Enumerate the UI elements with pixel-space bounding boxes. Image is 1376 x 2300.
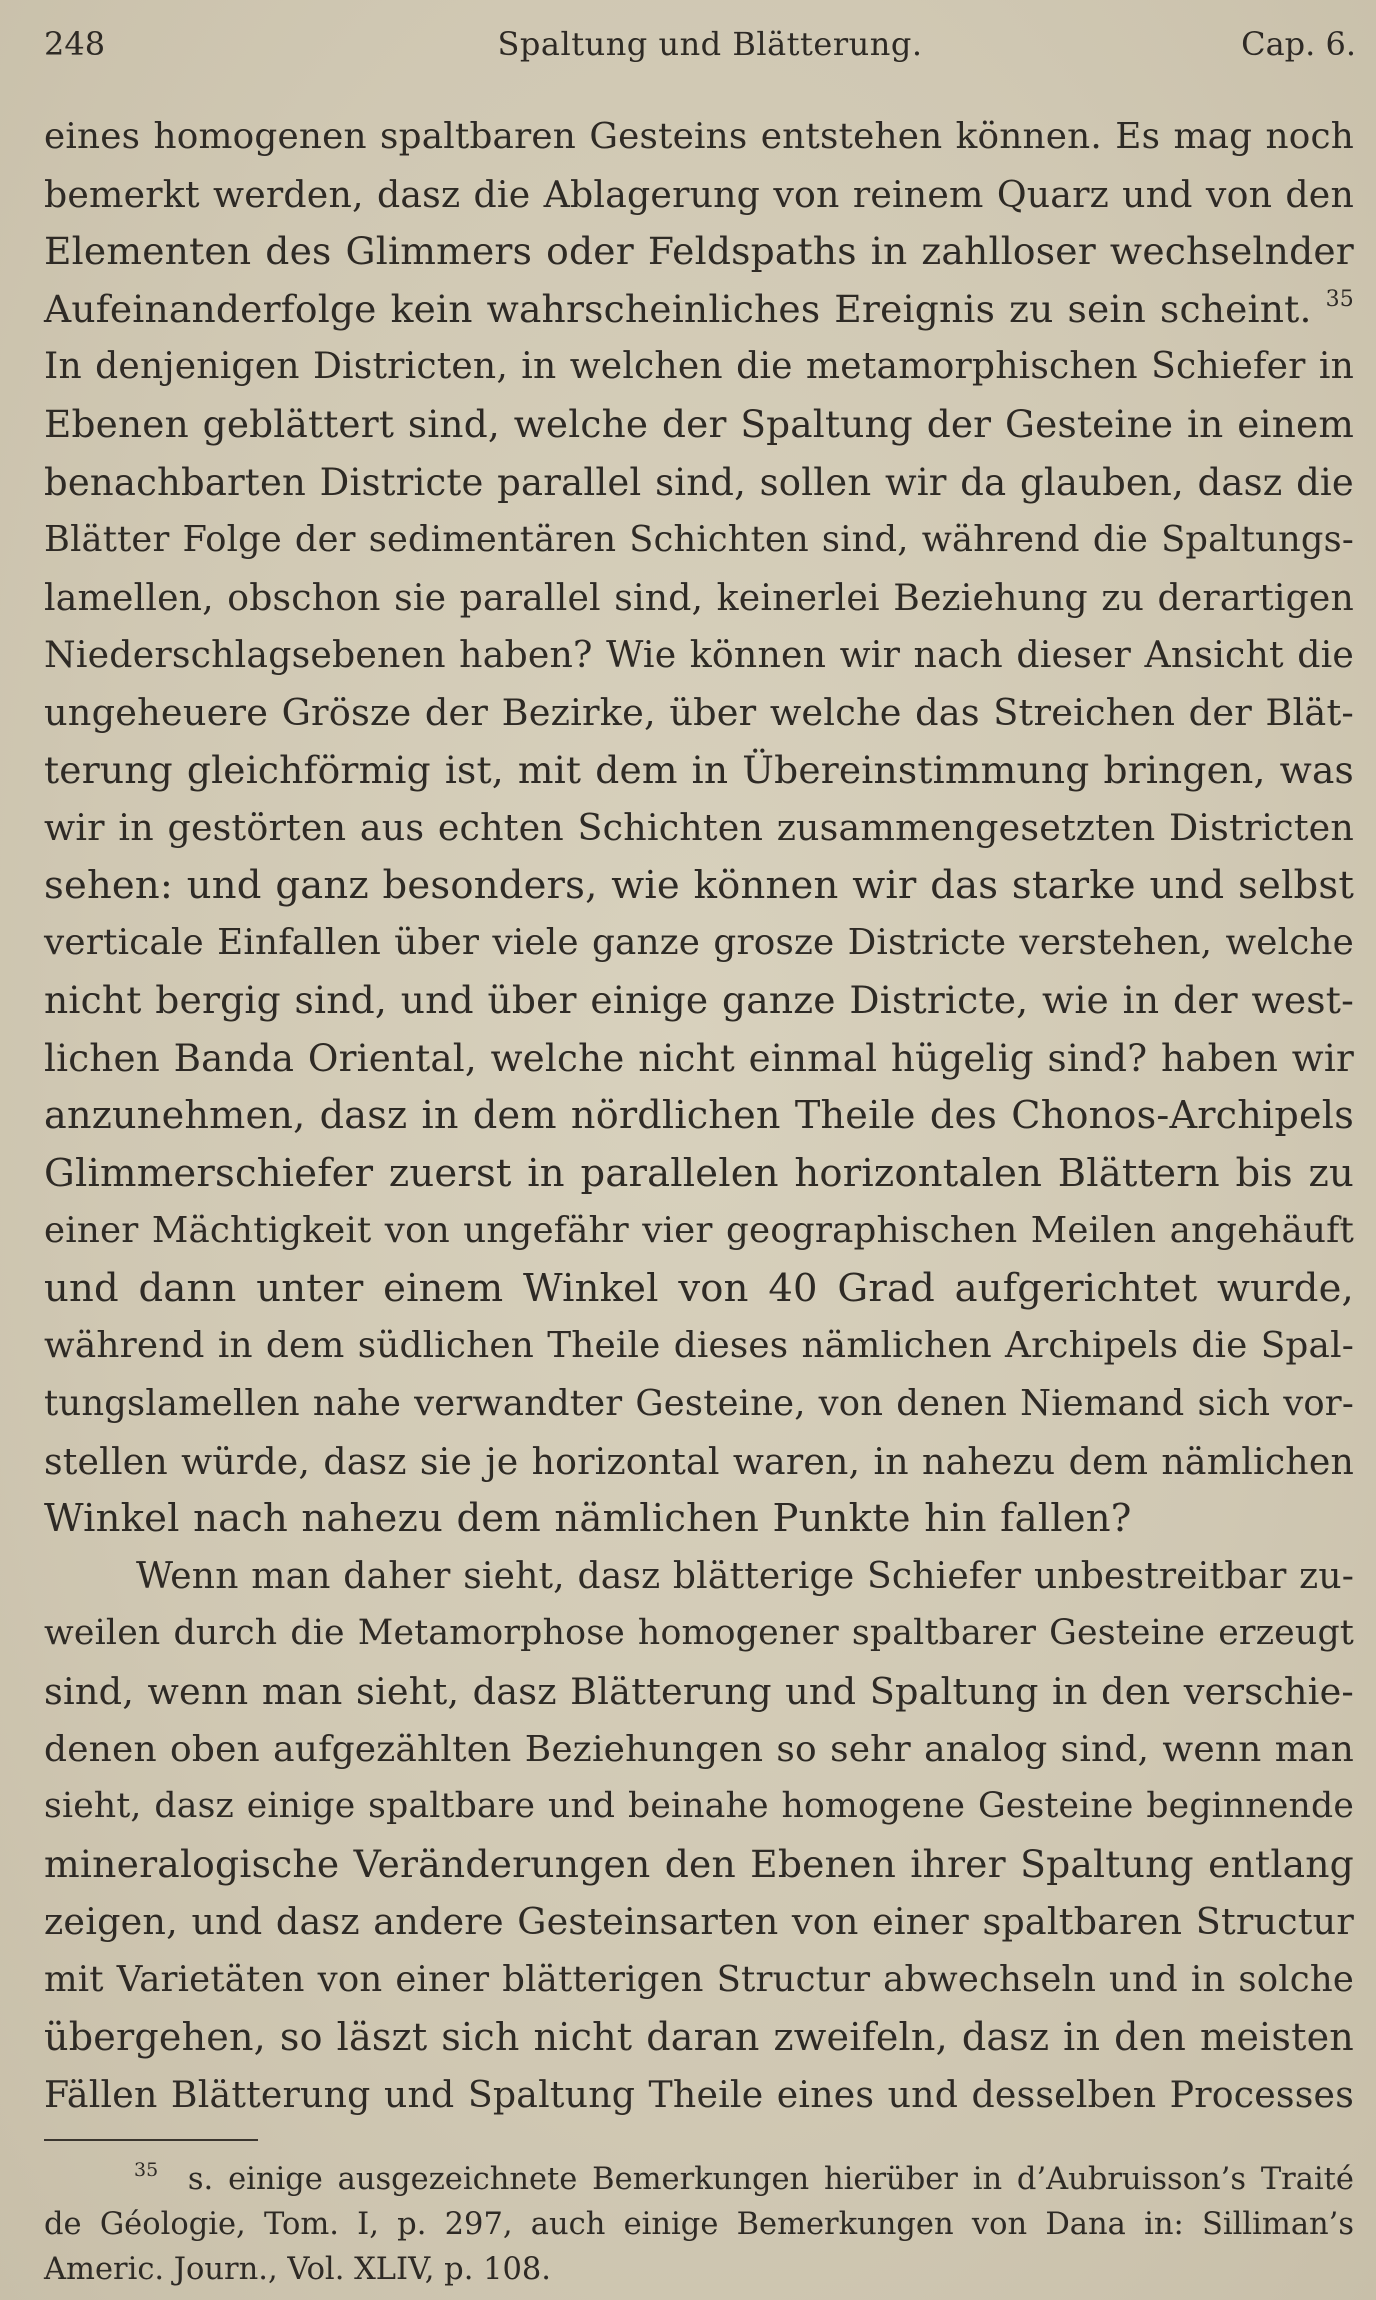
text-line: mineralogische Veränderungen den Ebenen ihrer Spaltung entlang xyxy=(44,1841,1354,1886)
footnote-reference: 35 xyxy=(1325,286,1354,312)
text-line: Winkel nach nahezu dem nämlichen Punkte hin fallen? xyxy=(44,1496,1132,1542)
text-line: während in dem südlichen Theile dieses nämlichen Archipels die Spal- xyxy=(44,1325,1354,1367)
text-line: sieht, dasz einige spaltbare und beinahe homogene Gesteine beginnende xyxy=(44,1786,1354,1827)
footnote-line-content: s. einige ausgezeichnete Bemerkungen hierüber in d’Aubruisson’s Traité xyxy=(187,2162,1354,2197)
running-title: Spaltung und Blätterung. xyxy=(497,25,923,63)
footnote-line xyxy=(44,2157,1354,2202)
text-line: Ebenen geblättert sind, welche der Spaltung der Gesteine in einem xyxy=(44,401,1354,446)
page-header xyxy=(44,22,1356,66)
text-line: lamellen, obschon sie parallel sind, keinerlei Beziehung zu derartigen xyxy=(44,575,1354,619)
text-line: Blätter Folge der sedimentären Schichten sind, während die Spaltungs- xyxy=(44,519,1354,561)
text-line-with-footnote-ref xyxy=(44,281,1354,339)
footnote xyxy=(44,2157,1354,2292)
text-line: anzunehmen, dasz in dem nördlichen Theile des Chonos-Archipels xyxy=(44,1093,1354,1138)
body-text xyxy=(44,108,1354,2124)
text-line: denen oben aufgezählten Beziehungen so sehr analog sind, wenn man xyxy=(44,1728,1354,1770)
text-line: wir in gestörten aus echten Schichten zusammengesetzten Districten xyxy=(44,806,1354,850)
text-line: Fällen Blätterung und Spaltung Theile eines und desselben Processes xyxy=(44,2073,1354,2117)
text-line: Niederschlagsebenen haben? Wie können wir nach dieser Ansicht die xyxy=(44,633,1354,677)
text-line-content: Aufeinanderfolge kein wahrscheinliches Ereignis zu sein scheint. xyxy=(44,286,1312,331)
footnote-separator xyxy=(44,2139,258,2141)
text-line: In denjenigen Districten, in welchen die metamorphischen Schiefer in xyxy=(44,345,1354,388)
paragraph-start-line: Wenn man daher sieht, dasz blätterige Schiefer unbestreitbar zu- xyxy=(136,1555,1355,1597)
chapter-label: Cap. 6. xyxy=(1241,25,1356,63)
text-line: verticale Einfallen über viele ganze grosze Districte verstehen, welche xyxy=(44,922,1354,964)
text-line: ungeheuere Grösze der Bezirke, über welche das Streichen der Blät- xyxy=(44,690,1354,734)
text-line: mit Varietäten von einer blätterigen Structur abwechseln und in solche xyxy=(44,1959,1354,2000)
text-line: weilen durch die Metamorphose homogener spaltbarer Gesteine erzeugt xyxy=(44,1613,1354,1654)
text-line: Elementen des Glimmers oder Feldspaths in zahlloser wechselnder xyxy=(44,229,1354,274)
text-line: eines homogenen spaltbaren Gesteins entstehen können. Es mag noch xyxy=(44,116,1354,157)
text-line: und dann unter einem Winkel von 40 Grad aufgerichtet wurde, xyxy=(44,1265,1354,1311)
text-line: benachbarten Districte parallel sind, sollen wir da glauben, dasz die xyxy=(44,460,1354,504)
text-line: einer Mächtigkeit von ungefähr vier geographischen Meilen angehäuft xyxy=(44,1210,1354,1252)
footnote-line: Americ. Journ., Vol. XLIV, p. 108. xyxy=(44,2252,552,2287)
text-line: sind, wenn man sieht, dasz Blätterung und Spaltung in den verschie- xyxy=(44,1670,1354,1714)
text-line: nicht bergig sind, und über einige ganze Districte, wie in der west- xyxy=(44,977,1354,1022)
text-line: sehen: und ganz besonders, wie können wir das starke und selbst xyxy=(44,862,1354,908)
text-line: terung gleichförmig ist, mit dem in Übereinstimmung bringen, was xyxy=(44,747,1354,792)
footnote-line: de Géologie, Tom. I, p. 297, auch einige Bemerkungen von Dana in: Silliman’s xyxy=(44,2207,1354,2242)
text-line: Glimmerschiefer zuerst in parallelen horizontalen Blättern bis zu xyxy=(44,1150,1354,1196)
text-line: übergehen, so läszt sich nicht daran zweifeln, dasz in den meisten xyxy=(44,2014,1354,2059)
text-line: lichen Banda Oriental, welche nicht einmal hügelig sind? haben wir xyxy=(44,1035,1354,1080)
text-line: bemerkt werden, dasz die Ablagerung von reinem Quarz und von den xyxy=(44,172,1354,216)
text-line: zeigen, und dasz andere Gesteinsarten von einer spaltbaren Structur xyxy=(44,1900,1354,1944)
footnote-mark: 35 xyxy=(134,2159,159,2181)
page-number: 248 xyxy=(44,25,106,63)
text-line: tungslamellen nahe verwandter Gesteine, von denen Niemand sich vor- xyxy=(44,1383,1354,1425)
text-line: stellen würde, dasz sie je horizontal waren, in nahezu dem nämlichen xyxy=(44,1439,1354,1483)
